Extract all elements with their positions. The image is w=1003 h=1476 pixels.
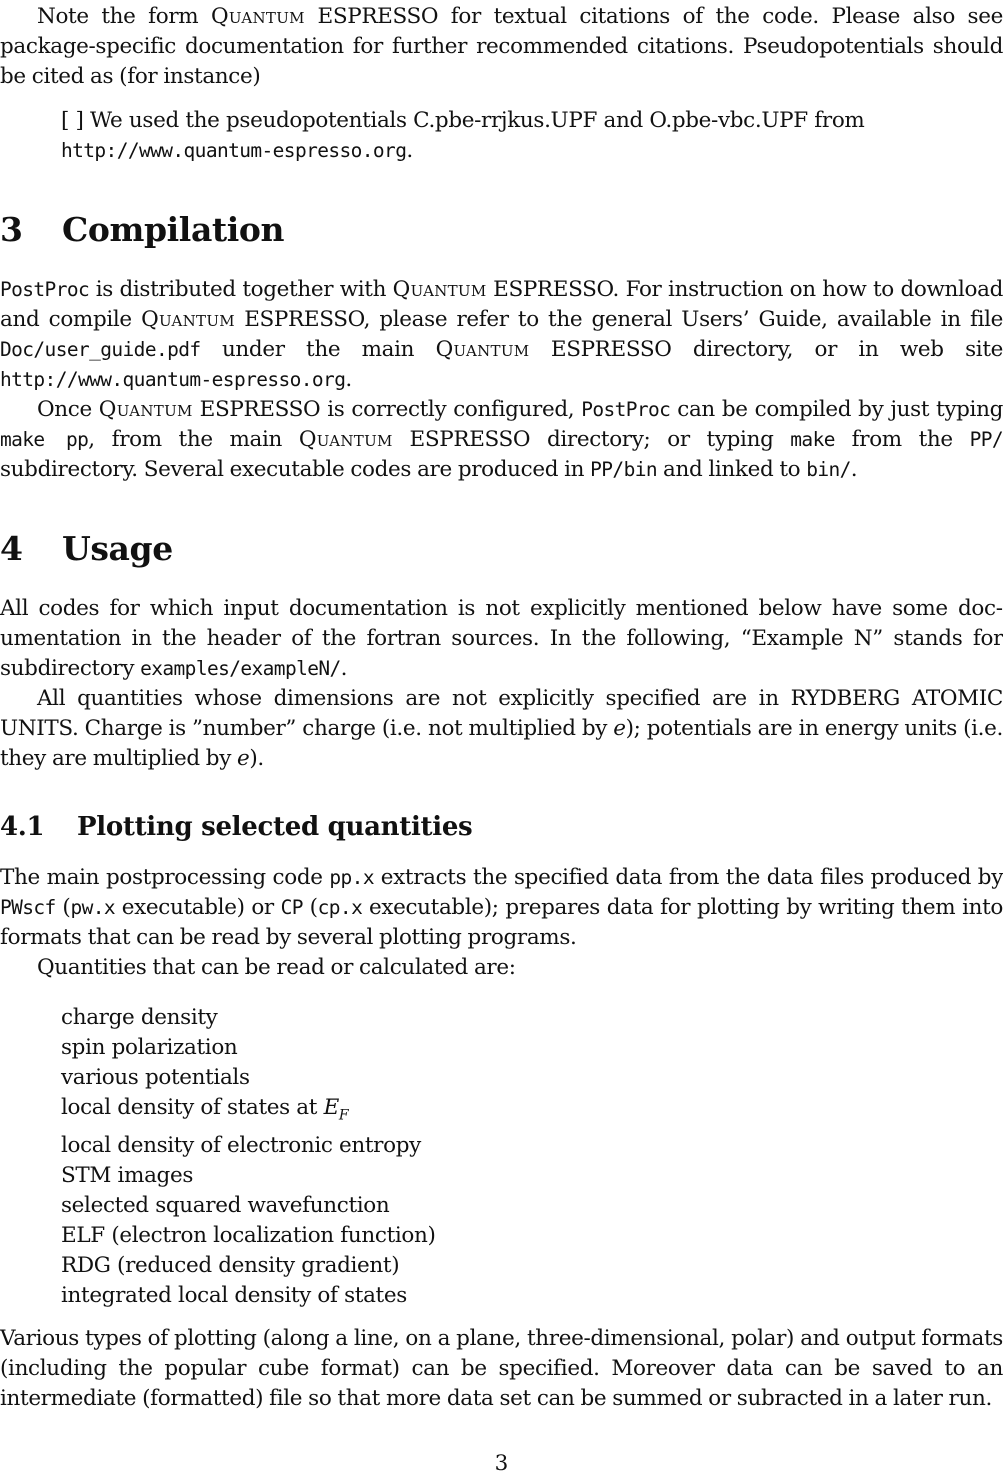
list-item	[61, 1161, 436, 1191]
intro-paragraph-block	[0, 2, 1003, 92]
section-4-1-heading	[0, 812, 472, 842]
intro-paragraph-run: Quantum	[210, 4, 305, 29]
section-3-paragraph-2-run: ESPRESSO directory; or typing	[392, 427, 791, 452]
section-3-paragraph-1	[0, 275, 1003, 395]
section-3-paragraph-2-run: .	[850, 457, 858, 482]
section-4-paragraph-1-run: examples/exampleN/	[140, 657, 341, 680]
section-3-paragraph-2-run: make	[790, 428, 835, 451]
list-item-run: F	[338, 1107, 349, 1124]
list-item-run: RDG (reduced density gradient)	[61, 1253, 400, 1279]
section-3-number: 3	[0, 210, 23, 249]
list-item-run: local density of electronic entropy	[61, 1132, 421, 1158]
section-4-1-title: Plotting selected quantities	[77, 812, 473, 842]
section-4-1-paragraph-1-run: (	[302, 895, 318, 920]
section-3-paragraph-1-run: is distributed together with	[89, 277, 393, 302]
section-4-1-paragraph-1-run: executable) or	[115, 895, 281, 920]
section-4-paragraph-2-run: ).	[249, 746, 264, 771]
citation-example-run: http://www.quantum-espresso.org	[61, 139, 407, 162]
section-3-paragraph-1-run: Quantum	[141, 307, 235, 332]
section-3-paragraph-2-run: , from the main	[88, 427, 299, 452]
section-4-number: 4	[0, 529, 23, 568]
list-item-run: local density of states at	[61, 1095, 324, 1121]
list-item	[61, 1063, 436, 1093]
list-item	[61, 1221, 436, 1251]
section-4-1-paragraph-1-run: extracts the specified data from the data files produced by	[373, 865, 1003, 890]
section-4-1-paragraph-1-run: (	[55, 895, 71, 920]
section-4-1-number: 4.1	[0, 812, 45, 842]
section-4-1-paragraph-1-run: PWscf	[0, 896, 56, 919]
section-3-paragraph-2-run: bin/	[806, 458, 851, 481]
section-4-1-body	[0, 863, 1003, 983]
section-4-1-paragraph-1-run: pw.x	[70, 896, 116, 919]
list-item	[61, 1033, 436, 1063]
section-4-1-paragraph-3	[0, 1324, 1003, 1414]
list-item-run: charge density	[61, 1005, 218, 1030]
section-3-paragraph-2-run: PostProc	[581, 398, 671, 421]
list-item-run: spin polarization	[61, 1035, 238, 1061]
list-item-run: E	[323, 1095, 339, 1121]
list-item-run: STM images	[61, 1162, 194, 1188]
section-3-paragraph-2-run: Quantum	[98, 397, 193, 422]
section-4-1-paragraph-1-run: pp.x	[329, 866, 374, 889]
section-3-paragraph-2-run: make pp	[0, 428, 89, 451]
section-4-1-paragraph-1-run: CP	[280, 896, 303, 919]
list-item	[61, 1191, 436, 1221]
intro-paragraph	[0, 2, 1003, 92]
section-3-paragraph-2-run: from the	[834, 427, 970, 452]
section-4-paragraph-1-run: .	[340, 656, 348, 681]
citation-example-run: .	[406, 138, 413, 163]
section-4-1-paragraph-1-run: cp.x	[317, 896, 363, 919]
section-4-paragraph-2-run: All quantities whose dimensions are not explicitly specified are in RYDBERG ATOMIC UNITS. Charge is ”number” charge (i.e. not multiplied by	[0, 686, 1003, 741]
list-item	[61, 1131, 436, 1161]
section-4-heading	[0, 529, 173, 568]
list-item-run: ELF (electron localization function)	[61, 1222, 436, 1248]
section-3-paragraph-1-run: Doc/user_guide.pdf	[0, 338, 201, 361]
page-number: 3	[494, 1451, 509, 1476]
section-3-body	[0, 275, 1003, 485]
section-4-body	[0, 594, 1003, 774]
list-item	[61, 1093, 436, 1130]
section-4-paragraph-1	[0, 594, 1003, 684]
intro-paragraph-run: ESPRESSO for textual citations of the code. Please also see package-specific documentation for further recommended citations. Pseudopotentials should be cited as (for instance)	[0, 4, 1003, 89]
section-3-title: Compilation	[62, 210, 285, 249]
section-3-paragraph-2-run: PP/	[969, 428, 1003, 451]
section-3-paragraph-1-run: ESPRESSO, please refer to the general Users’ Guide, available in file	[234, 307, 1003, 332]
section-4-1-paragraph-2	[0, 953, 1003, 983]
section-3-paragraph-2	[0, 395, 1003, 485]
list-item-run: integrated local density of states	[61, 1283, 407, 1309]
section-3-paragraph-1-run: http://www.quantum-espresso.org	[0, 368, 346, 391]
citation-example-run: [ ] We used the pseudopotentials C.pbe-rrjkus.UPF and O.pbe-vbc.UPF from	[61, 108, 865, 133]
list-item-run: selected squared wavefunction	[61, 1192, 390, 1218]
section-3-paragraph-2-run: Once	[37, 397, 99, 422]
section-4-paragraph-1-run: All codes for which input documentation is not explicitly mentioned below have some documentation in the header of the fortran sources. In the following, “Example N” stands for subdirectory	[0, 596, 1003, 681]
list-item	[61, 1251, 436, 1281]
section-4-paragraph-2-run: e	[613, 716, 626, 741]
section-4-paragraph-2-run: ); potentials are in energy units (i.e. they are multiplied by	[0, 716, 1003, 771]
list-item	[61, 1003, 436, 1033]
section-3-paragraph-1-run: Quantum	[392, 277, 487, 302]
section-3-paragraph-2-run: PP/bin	[590, 458, 657, 481]
section-3-paragraph-2-run: Quantum	[298, 427, 393, 452]
section-4-paragraph-2	[0, 684, 1003, 774]
section-4-1-paragraph-1-run: The main postprocessing code	[0, 865, 330, 890]
section-4-1-paragraph-2-run: Quantities that can be read or calculated are:	[37, 955, 516, 980]
section-3-paragraph-1-run: PostProc	[0, 278, 90, 301]
section-4-title: Usage	[62, 529, 173, 568]
section-3-paragraph-1-run: Quantum	[435, 337, 530, 362]
list-item-run: various potentials	[61, 1065, 250, 1091]
section-3-paragraph-2-run: can be compiled by just typing	[670, 397, 1003, 422]
section-3-paragraph-1-run: ESPRESSO. For instruction on how to download and compile	[0, 277, 1003, 332]
section-3-paragraph-1-run: ESPRESSO directory, or in web site	[529, 337, 1003, 362]
section-3-paragraph-1-run: .	[345, 367, 352, 392]
section-3-paragraph-2-run: ESPRESSO is correctly configured,	[192, 397, 582, 422]
section-3-paragraph-2-run: and linked to	[657, 457, 807, 482]
intro-paragraph-run: Note the form	[37, 4, 211, 29]
section-3-heading	[0, 210, 284, 249]
section-4-1-paragraph-1-run: executable); prepares data for plotting by writing them into formats that can be read by several plotting programs.	[0, 895, 1003, 950]
citation-example	[61, 106, 981, 166]
section-4-1-closing-block	[0, 1324, 1003, 1414]
section-4-1-paragraph-3-run: Various types of plotting (along a line, on a plane, three-dimensional, polar) and output formats (including the popular cube format) can be specified. Moreover data can be saved to an intermediate (formatted) file so that more data set can be summed or subracted in a later run.	[0, 1326, 1003, 1411]
section-4-paragraph-2-run: e	[237, 746, 250, 771]
section-3-paragraph-2-run: subdirectory. Several executable codes are produced in	[0, 457, 591, 482]
quantities-list	[61, 1003, 436, 1311]
list-item	[61, 1281, 436, 1311]
section-4-1-paragraph-1	[0, 863, 1003, 953]
section-3-paragraph-1-run: under the main	[200, 337, 436, 362]
